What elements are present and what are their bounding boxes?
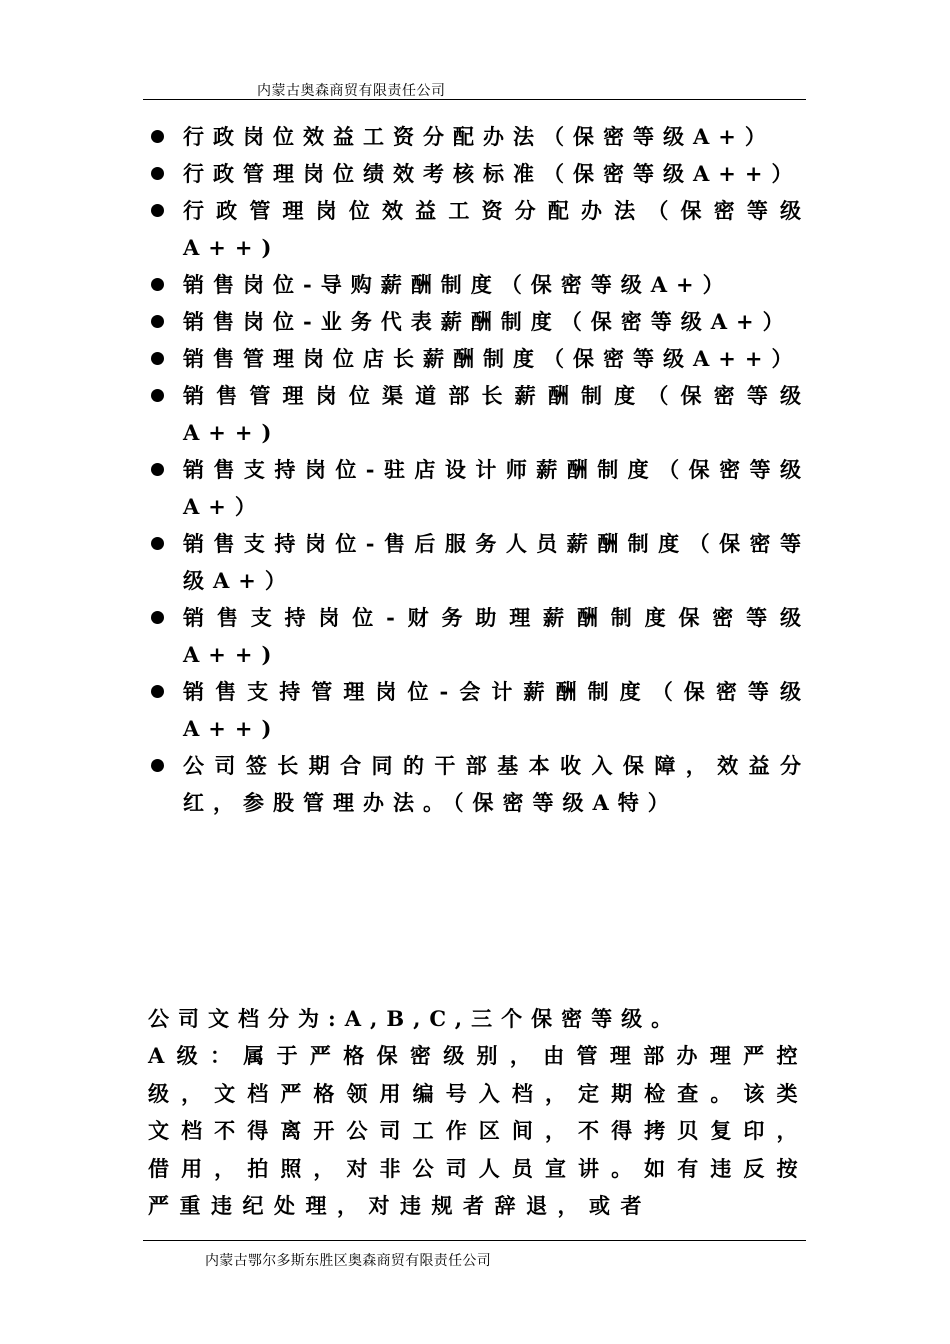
bullet-item: 销售支持管理岗位-会计薪酬制度（保密等级A++)	[150, 673, 810, 747]
bullet-icon	[151, 611, 164, 624]
classification-intro: 公司文档分为:A,B,C,三个保密等级。	[148, 1006, 682, 1031]
page-header: 内蒙古奥森商贸有限责任公司	[257, 83, 446, 99]
bullet-icon	[151, 352, 164, 365]
bullet-item: 行政岗位效益工资分配办法（保密等级A+）	[150, 118, 810, 155]
bullet-item: 销售支持岗位-售后服务人员薪酬制度（保密等级A+）	[150, 525, 810, 599]
bullet-list	[150, 118, 810, 821]
footer-divider	[143, 1240, 806, 1241]
bullet-item: 行政管理岗位绩效考核标准（保密等级A++）	[150, 155, 810, 192]
body-section	[148, 1000, 808, 1225]
header-divider	[143, 99, 806, 100]
bullet-icon	[151, 278, 164, 291]
bullet-item: 销售管理岗位渠道部长薪酬制度（保密等级A++)	[150, 377, 810, 451]
bullet-item: 销售岗位-导购薪酬制度（保密等级A+）	[150, 266, 810, 303]
bullet-icon	[151, 315, 164, 328]
bullet-icon	[151, 463, 164, 476]
bullet-icon	[151, 389, 164, 402]
bullet-item: 销售岗位-业务代表薪酬制度（保密等级A+）	[150, 303, 810, 340]
bullet-item: 行政管理岗位效益工资分配办法（保密等级A++)	[150, 192, 810, 266]
level-a-paragraph: A级：属于严格保密级别，由管理部办理严控级，文档严格领用编号入档，定期检查。该类文档不得离开公司工作区间，不得拷贝复印，借用，拍照，对非公司人员宣讲。如有违反按严重违纪处理，对违规者辞退，或者	[148, 1043, 808, 1218]
bullet-item: 销售管理岗位店长薪酬制度（保密等级A++）	[150, 340, 810, 377]
bullet-icon	[151, 130, 164, 143]
bullet-item: 销售支持岗位-驻店设计师薪酬制度（保密等级A+）	[150, 451, 810, 525]
bullet-icon	[151, 537, 164, 550]
bullet-icon	[151, 759, 164, 772]
page-footer: 内蒙古鄂尔多斯东胜区奥森商贸有限责任公司	[205, 1253, 491, 1269]
bullet-icon	[151, 685, 164, 698]
bullet-icon	[151, 204, 164, 217]
bullet-item: 公司签长期合同的干部基本收入保障，效益分红，参股管理办法。（保密等级A特）	[150, 747, 810, 821]
bullet-icon	[151, 167, 164, 180]
bullet-item: 销售支持岗位-财务助理薪酬制度保密等级A++)	[150, 599, 810, 673]
